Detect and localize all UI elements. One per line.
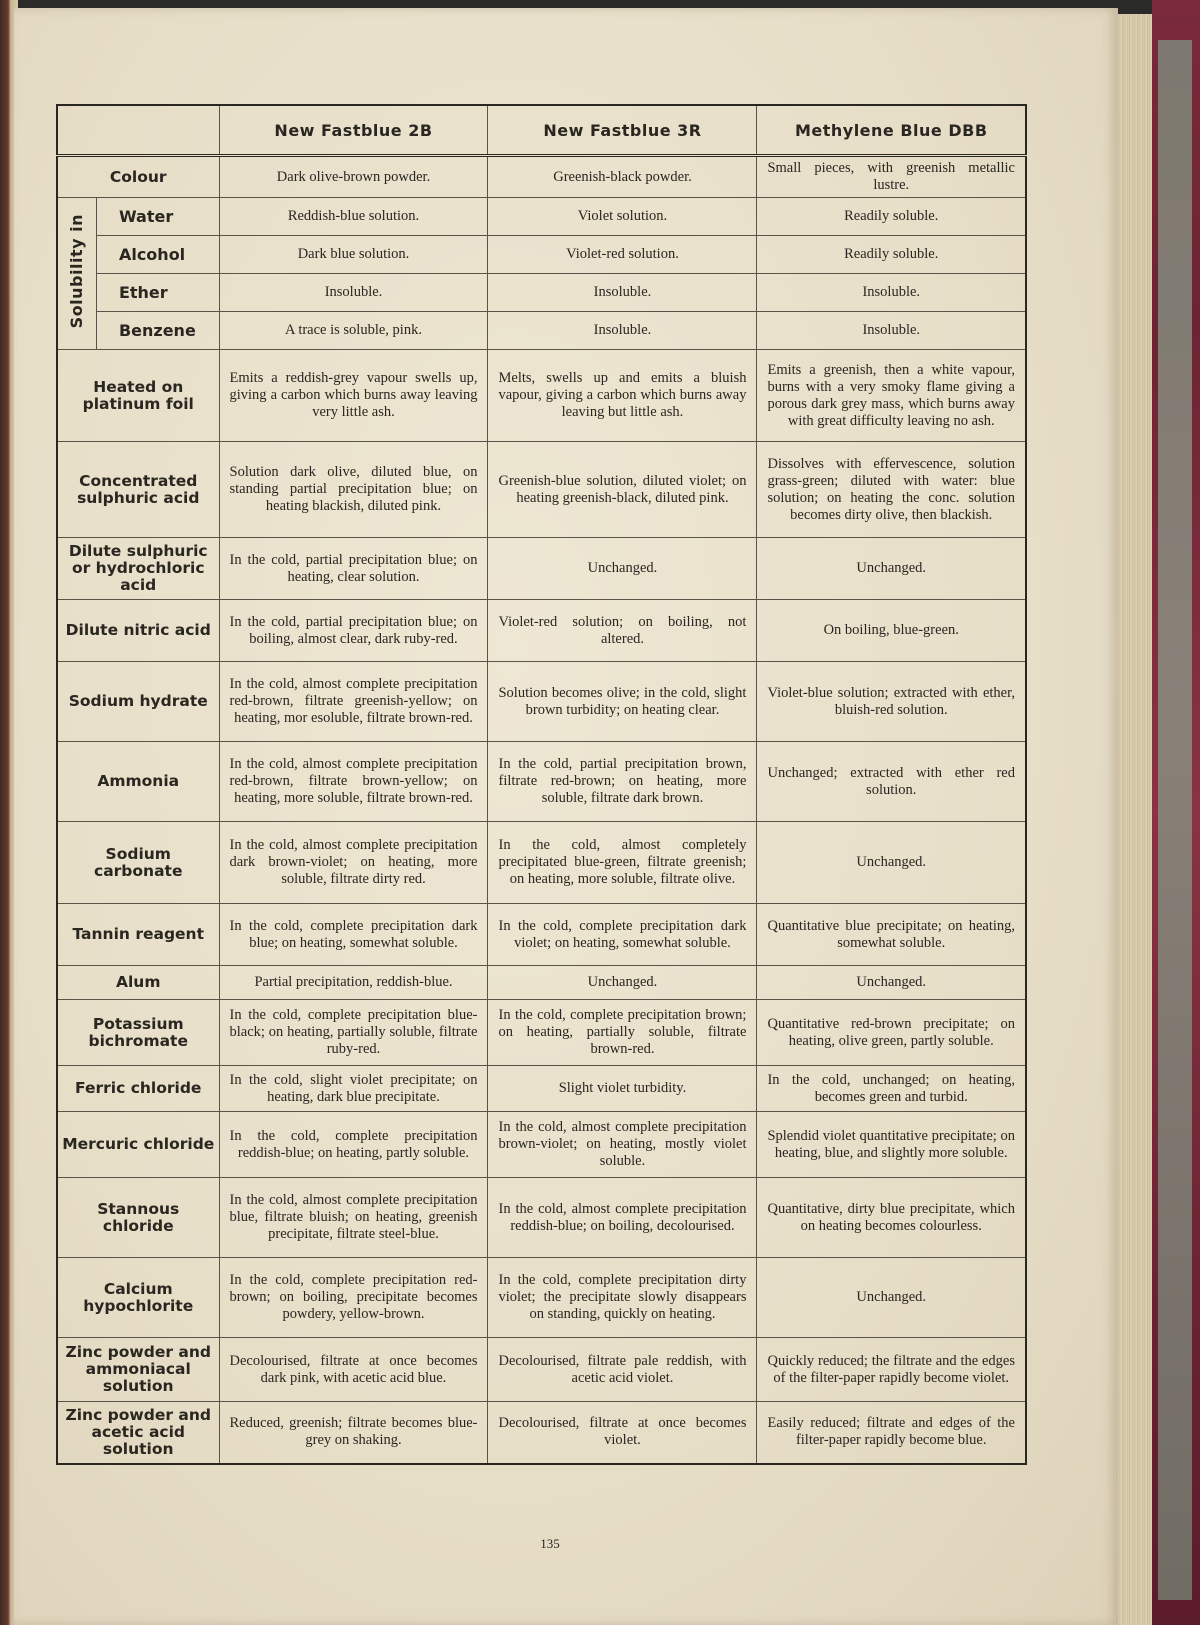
reaction-cell: Dark olive-brown powder. bbox=[219, 156, 488, 198]
reaction-cell: In the cold, almost complete precipitation red-brown, filtrate greenish-yellow; on heating, mor esoluble, filtrate brown-red. bbox=[219, 662, 488, 742]
reaction-cell: Decolourised, filtrate pale reddish, with acetic acid violet. bbox=[488, 1338, 757, 1402]
table-row bbox=[57, 742, 1026, 822]
row-label: Potassium bichromate bbox=[57, 1000, 219, 1066]
reaction-cell: Small pieces, with greenish metallic lustre. bbox=[757, 156, 1026, 198]
reaction-cell: Unchanged. bbox=[757, 822, 1026, 904]
reaction-cell: In the cold, complete precipitation blue-black; on heating, partially soluble, filtrate ruby-red. bbox=[219, 1000, 488, 1066]
reaction-cell: Decolourised, filtrate at once becomes violet. bbox=[488, 1402, 757, 1464]
row-label: Calcium hypochlorite bbox=[57, 1258, 219, 1338]
dye-reactions-table-frame bbox=[56, 104, 1027, 1514]
table-row bbox=[57, 236, 1026, 274]
reaction-cell: Dissolves with effervescence, solution grass-green; diluted with water: blue solution; on heating the conc. solution becomes dirty olive, then blackish. bbox=[757, 442, 1026, 538]
reaction-cell: On boiling, blue-green. bbox=[757, 600, 1026, 662]
reaction-cell: Partial precipitation, reddish-blue. bbox=[219, 966, 488, 1000]
table-row bbox=[57, 538, 1026, 600]
header-row bbox=[57, 105, 1026, 156]
reaction-cell: Violet-blue solution; extracted with ether, bluish-red solution. bbox=[757, 662, 1026, 742]
reaction-cell: Unchanged. bbox=[488, 966, 757, 1000]
reaction-cell: Insoluble. bbox=[757, 274, 1026, 312]
table-row bbox=[57, 1178, 1026, 1258]
reaction-cell: In the cold, complete precipitation reddish-blue; on heating, partly soluble. bbox=[219, 1112, 488, 1178]
reaction-cell: Unchanged. bbox=[488, 538, 757, 600]
reaction-cell: In the cold, almost complete precipitation reddish-blue; on boiling, decolourised. bbox=[488, 1178, 757, 1258]
reaction-cell: In the cold, almost complete precipitation dark brown-violet; on heating, more soluble, filtrate dirty red. bbox=[219, 822, 488, 904]
reaction-cell: In the cold, almost completely precipitated blue-green, filtrate greenish; on heating, more soluble, filtrate olive. bbox=[488, 822, 757, 904]
row-label: Alcohol bbox=[96, 236, 219, 274]
reaction-cell: In the cold, unchanged; on heating, becomes green and turbid. bbox=[757, 1066, 1026, 1112]
reaction-cell: Easily reduced; filtrate and edges of the filter-paper rapidly become blue. bbox=[757, 1402, 1026, 1464]
reaction-cell: In the cold, partial precipitation blue; on boiling, almost clear, dark ruby-red. bbox=[219, 600, 488, 662]
reaction-cell: Insoluble. bbox=[219, 274, 488, 312]
table-row bbox=[57, 822, 1026, 904]
reaction-cell: In the cold, complete precipitation dark blue; on heating, somewhat soluble. bbox=[219, 904, 488, 966]
reaction-cell: Violet-red solution. bbox=[488, 236, 757, 274]
reaction-cell: Quantitative blue precipitate; on heating, somewhat soluble. bbox=[757, 904, 1026, 966]
table-row bbox=[57, 904, 1026, 966]
reaction-cell: Emits a reddish-grey vapour swells up, giving a carbon which burns away leaving very little ash. bbox=[219, 350, 488, 442]
row-label: Dilute nitric acid bbox=[57, 600, 219, 662]
row-label: Tannin reagent bbox=[57, 904, 219, 966]
reaction-cell: Insoluble. bbox=[488, 274, 757, 312]
reaction-cell: Quantitative red-brown precipitate; on heating, olive green, partly soluble. bbox=[757, 1000, 1026, 1066]
row-label: Colour bbox=[57, 156, 219, 198]
reaction-cell: In the cold, partial precipitation brown, filtrate red-brown; on heating, more soluble, filtrate dark brown. bbox=[488, 742, 757, 822]
reaction-cell: Greenish-black powder. bbox=[488, 156, 757, 198]
table-row bbox=[57, 1338, 1026, 1402]
table-row bbox=[57, 1066, 1026, 1112]
reaction-cell: In the cold, almost complete precipitation blue, filtrate bluish; on heating, greenish precipitate, filtrate steel-blue. bbox=[219, 1178, 488, 1258]
row-label: Benzene bbox=[96, 312, 219, 350]
reaction-cell: Greenish-blue solution, diluted violet; on heating greenish-black, diluted pink. bbox=[488, 442, 757, 538]
reaction-cell: In the cold, complete precipitation dirty violet; the precipitate slowly disappears on standing, quickly on heating. bbox=[488, 1258, 757, 1338]
table-row bbox=[57, 1402, 1026, 1464]
reaction-cell: Emits a greenish, then a white vapour, burns with a very smoky flame giving a porous dark grey mass, which burns away with great difficulty leaving no ash. bbox=[757, 350, 1026, 442]
reaction-cell: In the cold, complete precipitation brown; on heating, partially soluble, filtrate brown-red. bbox=[488, 1000, 757, 1066]
reaction-cell: Solution becomes olive; in the cold, slight brown turbidity; on heating clear. bbox=[488, 662, 757, 742]
row-label: Concentrated sulphuric acid bbox=[57, 442, 219, 538]
dye-reactions-table bbox=[56, 104, 1027, 1465]
table-row bbox=[57, 600, 1026, 662]
reaction-cell: A trace is soluble, pink. bbox=[219, 312, 488, 350]
row-label: Stannous chloride bbox=[57, 1178, 219, 1258]
reaction-cell: Violet solution. bbox=[488, 198, 757, 236]
reaction-cell: Slight violet turbidity. bbox=[488, 1066, 757, 1112]
reaction-cell: In the cold, complete precipitation dark violet; on heating, somewhat soluble. bbox=[488, 904, 757, 966]
table-row bbox=[57, 1258, 1026, 1338]
row-label: Ferric chloride bbox=[57, 1066, 219, 1112]
reaction-cell: Unchanged. bbox=[757, 966, 1026, 1000]
row-label: Heated on platinum foil bbox=[57, 350, 219, 442]
row-label: Alum bbox=[57, 966, 219, 1000]
corner-header-cell bbox=[57, 105, 219, 156]
row-label: Dilute sulphuric or hydrochloric acid bbox=[57, 538, 219, 600]
reaction-cell: In the cold, partial precipitation blue; on heating, clear solution. bbox=[219, 538, 488, 600]
solubility-group-label: Solubility in bbox=[67, 213, 87, 329]
book-cover-edge bbox=[1152, 0, 1200, 1625]
reaction-cell: Readily soluble. bbox=[757, 236, 1026, 274]
column-header-fastblue-2b: New Fastblue 2B bbox=[219, 105, 488, 156]
reaction-cell: Quickly reduced; the filtrate and the edges of the filter-paper rapidly become violet. bbox=[757, 1338, 1026, 1402]
page-block-edges bbox=[1118, 14, 1152, 1625]
row-label: Zinc powder and ammoniacal solution bbox=[57, 1338, 219, 1402]
reaction-cell: Unchanged; extracted with ether red solution. bbox=[757, 742, 1026, 822]
page-number: 135 bbox=[540, 1536, 560, 1551]
reaction-cell: Quantitative, dirty blue precipitate, which on heating becomes colourless. bbox=[757, 1178, 1026, 1258]
reaction-cell: Solution dark olive, diluted blue, on standing partial precipitation blue; on heating blackish, diluted pink. bbox=[219, 442, 488, 538]
row-label: Ammonia bbox=[57, 742, 219, 822]
table-row bbox=[57, 662, 1026, 742]
reaction-cell: Unchanged. bbox=[757, 1258, 1026, 1338]
reaction-cell: In the cold, slight violet precipitate; on heating, dark blue precipitate. bbox=[219, 1066, 488, 1112]
table-row bbox=[57, 1000, 1026, 1066]
column-header-fastblue-3r: New Fastblue 3R bbox=[488, 105, 757, 156]
table-row bbox=[57, 274, 1026, 312]
reaction-cell: Readily soluble. bbox=[757, 198, 1026, 236]
reaction-cell: Decolourised, filtrate at once becomes dark pink, with acetic acid blue. bbox=[219, 1338, 488, 1402]
row-label: Water bbox=[96, 198, 219, 236]
reaction-cell: Insoluble. bbox=[757, 312, 1026, 350]
row-label: Sodium hydrate bbox=[57, 662, 219, 742]
reaction-cell: Insoluble. bbox=[488, 312, 757, 350]
reaction-cell: Melts, swells up and emits a bluish vapour, giving a carbon which burns away leaving but little ash. bbox=[488, 350, 757, 442]
table-body bbox=[57, 156, 1026, 1464]
reaction-cell: Splendid violet quantitative precipitate; on heating, blue, and slightly more soluble. bbox=[757, 1112, 1026, 1178]
row-label: Ether bbox=[96, 274, 219, 312]
reaction-cell: Unchanged. bbox=[757, 538, 1026, 600]
reaction-cell: Violet-red solution; on boiling, not altered. bbox=[488, 600, 757, 662]
table-row bbox=[57, 442, 1026, 538]
table-row bbox=[57, 198, 1026, 236]
reaction-cell: Reduced, greenish; filtrate becomes blue-grey on shaking. bbox=[219, 1402, 488, 1464]
solubility-group-label-cell bbox=[57, 198, 96, 350]
table-row bbox=[57, 966, 1026, 1000]
reaction-cell: In the cold, complete precipitation red-brown; on boiling, precipitate becomes powdery, yellow-brown. bbox=[219, 1258, 488, 1338]
table-row bbox=[57, 1112, 1026, 1178]
reaction-cell: In the cold, almost complete precipitation red-brown, filtrate brown-yellow; on heating, more soluble, filtrate brown-red. bbox=[219, 742, 488, 822]
table-row bbox=[57, 350, 1026, 442]
reaction-cell: Dark blue solution. bbox=[219, 236, 488, 274]
row-label: Zinc powder and acetic acid solution bbox=[57, 1402, 219, 1464]
column-header-methylene-blue-dbb: Methylene Blue DBB bbox=[757, 105, 1026, 156]
row-label: Mercuric chloride bbox=[57, 1112, 219, 1178]
row-label: Sodium carbonate bbox=[57, 822, 219, 904]
reaction-cell: In the cold, almost complete precipitation brown-violet; on heating, mostly violet soluble. bbox=[488, 1112, 757, 1178]
reaction-cell: Reddish-blue solution. bbox=[219, 198, 488, 236]
table-row bbox=[57, 156, 1026, 198]
table-row bbox=[57, 312, 1026, 350]
